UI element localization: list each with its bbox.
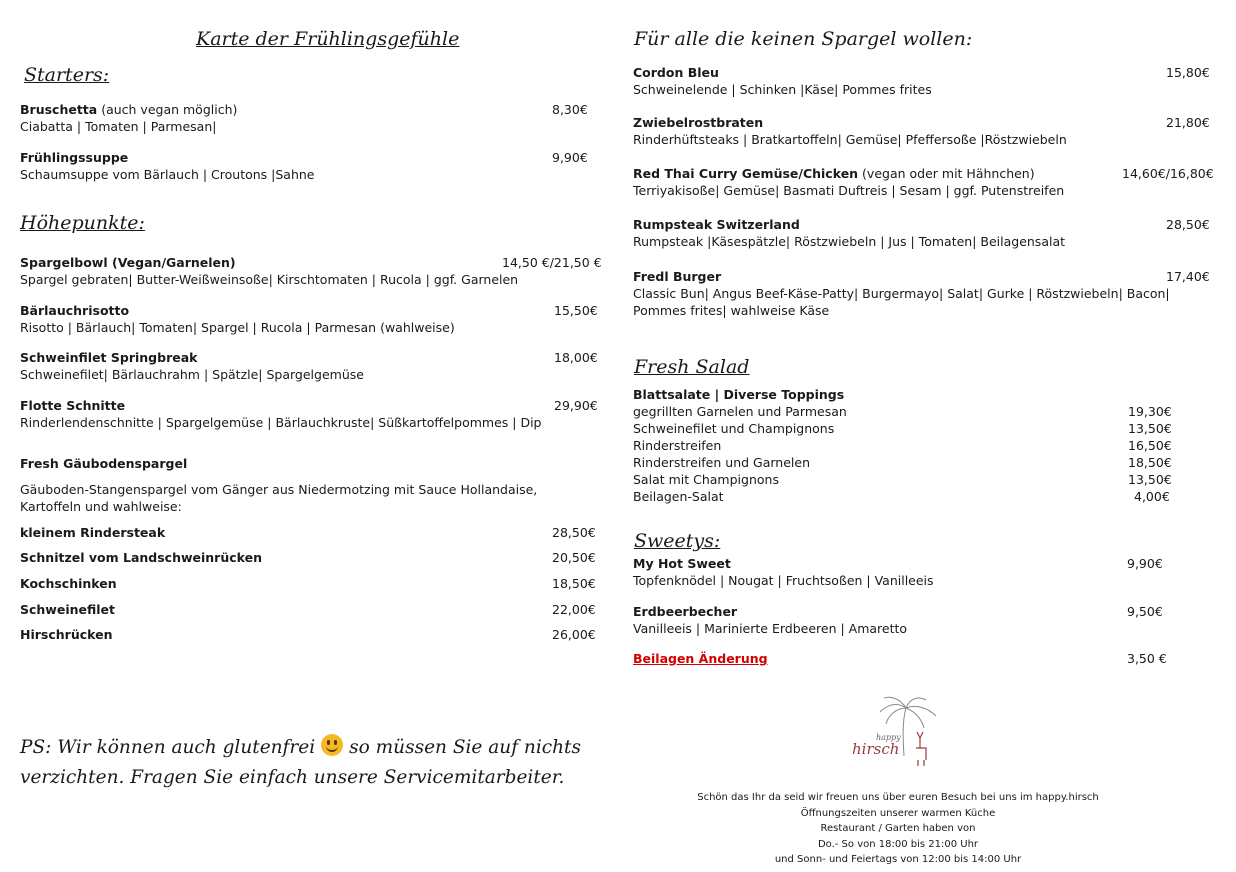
item-price: 14,60€/16,80€	[1122, 166, 1214, 181]
salad-row	[633, 471, 1173, 488]
menu-title: Karte der Frühlingsgefühle	[196, 28, 460, 50]
menu-item-red-thai-curry	[633, 165, 1214, 199]
salad-row	[633, 454, 1173, 471]
option-price: 28,50€	[552, 525, 596, 540]
item-description: Rinderlendenschnitte | Spargelgemüse | Bärlauchkruste| Süßkartoffelpommes | Dip	[20, 415, 542, 430]
item-name: Flotte Schnitte	[20, 398, 126, 413]
option-row	[20, 626, 594, 643]
item-price: 17,40€	[1166, 269, 1210, 284]
item-name: Erdbeerbecher	[633, 604, 738, 619]
ps-line1-start: PS: Wir können auch glutenfrei	[20, 737, 316, 758]
non-asparagus-heading: Für alle die keinen Spargel wollen:	[634, 28, 973, 50]
item-description: Terriyakisoße| Gemüse| Basmati Duftreis | Sesam | ggf. Putenstreifen	[633, 183, 1065, 198]
salad-name: Beilagen-Salat	[633, 489, 724, 504]
item-name: Cordon Bleu	[633, 65, 719, 80]
menu-item-my-hot-sweet	[633, 555, 1173, 589]
item-price: 28,50€	[1166, 217, 1210, 232]
ps-line1-end: so müssen Sie auf nichts	[349, 737, 581, 758]
salad-name: Salat mit Champignons	[633, 472, 779, 487]
item-description: Classic Bun| Angus Beef-Käse-Patty| Burgermayo| Salat| Gurke | Röstzwiebeln| Bacon|	[633, 286, 1170, 301]
item-name: Schweinfilet Springbreak	[20, 350, 198, 365]
sweetys-heading: Sweetys:	[634, 530, 721, 552]
salad-price: 18,50€	[1128, 455, 1172, 470]
item-price: 9,90€	[552, 150, 588, 165]
item-price: 9,50€	[1127, 604, 1163, 619]
palm-deer-logo-icon	[846, 694, 946, 774]
item-description: Rumpsteak |Käsespätzle| Röstzwiebeln | Jus | Tomaten| Beilagensalat	[633, 234, 1066, 249]
sides-change-link[interactable]: Beilagen Änderung	[633, 651, 768, 666]
ps-line2: verzichten. Fragen Sie einfach unsere Servicemitarbeiter.	[20, 767, 565, 788]
option-price: 18,50€	[552, 576, 596, 591]
starters-heading: Starters:	[24, 64, 110, 86]
salad-subheading: Blattsalate | Diverse Toppings	[633, 387, 845, 402]
option-name: Kochschinken	[20, 576, 117, 591]
item-name: Bärlauchrisotto	[20, 303, 130, 318]
footer-line: Do.- So von 18:00 bis 21:00 Uhr	[817, 838, 979, 850]
footer-line: Restaurant / Garten haben von	[820, 823, 976, 834]
salad-price: 16,50€	[1128, 438, 1172, 453]
salad-row	[633, 403, 1173, 420]
opening-hours	[655, 790, 1141, 868]
item-price: 29,90€	[554, 398, 598, 413]
option-row	[20, 549, 594, 566]
restaurant-logo	[846, 694, 946, 774]
svg-text:hirsch: hirsch	[852, 740, 900, 758]
item-price: 8,30€	[552, 102, 588, 117]
option-name: Schweinefilet	[20, 602, 116, 617]
item-name: Red Thai Curry Gemüse/Chicken	[633, 166, 859, 181]
item-description: Ciabatta | Tomaten | Parmesan|	[20, 119, 217, 134]
menu-item-cordon-bleu	[633, 64, 1210, 98]
salad-row	[633, 420, 1173, 437]
item-name: My Hot Sweet	[633, 556, 731, 571]
item-description: Schweinefilet| Bärlauchrahm | Spätzle| Spargelgemüse	[20, 367, 364, 382]
item-name: Frühlingssuppe	[20, 150, 129, 165]
smiley-icon	[321, 734, 343, 756]
footer-line: Öffnungszeiten unserer warmen Küche	[800, 807, 996, 819]
item-description: Vanilleeis | Marinierte Erdbeeren | Amaretto	[633, 621, 908, 636]
item-description: Risotto | Bärlauch| Tomaten| Spargel | Rucola | Parmesan (wahlweise)	[20, 320, 455, 335]
menu-item-fredl-burger	[633, 268, 1210, 319]
salad-name: Schweinefilet und Champignons	[633, 421, 835, 436]
menu-item-schweinfilet-springbreak	[20, 349, 598, 383]
item-note: (vegan oder mit Hähnchen)	[858, 166, 1035, 181]
salad-name: gegrillten Garnelen und Parmesan	[633, 404, 847, 419]
menu-item-flotte-schnitte	[20, 397, 598, 431]
option-name: kleinem Rindersteak	[20, 525, 166, 540]
menu-item-fruehlingssuppe	[20, 149, 594, 183]
item-description: Gäuboden-Stangenspargel vom Gänger aus Niedermotzing mit Sauce Hollandaise, Kartoffeln und wahlweise:	[20, 482, 538, 514]
salad-name: Rinderstreifen	[633, 438, 722, 453]
salad-row	[633, 488, 1173, 505]
item-name: Rumpsteak Switzerland	[633, 217, 800, 232]
option-price: 26,00€	[552, 627, 596, 642]
sides-change-price: 3,50 €	[1127, 651, 1167, 666]
salad-price: 19,30€	[1128, 404, 1172, 419]
fresh-salad-heading: Fresh Salad	[634, 356, 750, 378]
menu-item-gaeubodenspargel	[20, 455, 580, 515]
svg-text:happy: happy	[876, 733, 901, 742]
item-name: Fresh Gäubodenspargel	[20, 456, 188, 471]
item-price: 9,90€	[1127, 556, 1163, 571]
menu-item-erdbeerbecher	[633, 603, 1173, 637]
salad-price: 4,00€	[1134, 489, 1170, 504]
item-name: Fredl Burger	[633, 269, 722, 284]
option-row	[20, 575, 594, 592]
option-price: 22,00€	[552, 602, 596, 617]
item-description: Topfenknödel | Nougat | Fruchtsoßen | Vanilleeis	[633, 573, 934, 588]
option-row	[20, 524, 594, 541]
option-price: 20,50€	[552, 550, 596, 565]
item-description: Schaumsuppe vom Bärlauch | Croutons |Sahne	[20, 167, 315, 182]
salad-price: 13,50€	[1128, 421, 1172, 436]
salad-row	[633, 437, 1173, 454]
menu-item-bruschetta	[20, 101, 594, 135]
item-price: 18,00€	[554, 350, 598, 365]
salad-name: Rinderstreifen und Garnelen	[633, 455, 810, 470]
menu-item-zwiebelrostbraten	[633, 114, 1210, 148]
item-description: Schweinelende | Schinken |Käse| Pommes frites	[633, 82, 932, 97]
item-price: 15,50€	[554, 303, 598, 318]
menu-item-baerlauchrisotto	[20, 302, 598, 336]
item-name: Zwiebelrostbraten	[633, 115, 764, 130]
menu-item-rumpsteak	[633, 216, 1210, 250]
item-name: Bruschetta	[20, 102, 98, 117]
option-row	[20, 601, 594, 618]
option-name: Schnitzel vom Landschweinrücken	[20, 550, 263, 565]
item-name: Spargelbowl (Vegan/Garnelen)	[20, 255, 236, 270]
option-name: Hirschrücken	[20, 627, 113, 642]
item-price: 15,80€	[1166, 65, 1210, 80]
item-description: Rinderhüftsteaks | Bratkartoffeln| Gemüse| Pfeffersoße |Röstzwiebeln	[633, 132, 1067, 147]
item-description-cont: Pommes frites| wahlweise Käse	[633, 303, 830, 318]
ps-note	[20, 733, 581, 793]
menu-item-spargelbowl	[20, 254, 602, 288]
item-price: 21,80€	[1166, 115, 1210, 130]
item-note: (auch vegan möglich)	[97, 102, 238, 117]
footer-line: Schön das Ihr da seid wir freuen uns über euren Besuch bei uns im happy.hirsch	[697, 792, 1099, 803]
item-price: 14,50 €/21,50 €	[502, 255, 602, 270]
salad-price: 13,50€	[1128, 472, 1172, 487]
highlights-heading: Höhepunkte:	[20, 212, 145, 234]
item-description: Spargel gebraten| Butter-Weißweinsoße| Kirschtomaten | Rucola | ggf. Garnelen	[20, 272, 519, 287]
sides-change-row	[633, 650, 1173, 667]
footer-line: und Sonn- und Feiertags von 12:00 bis 14:00 Uhr	[774, 854, 1022, 865]
